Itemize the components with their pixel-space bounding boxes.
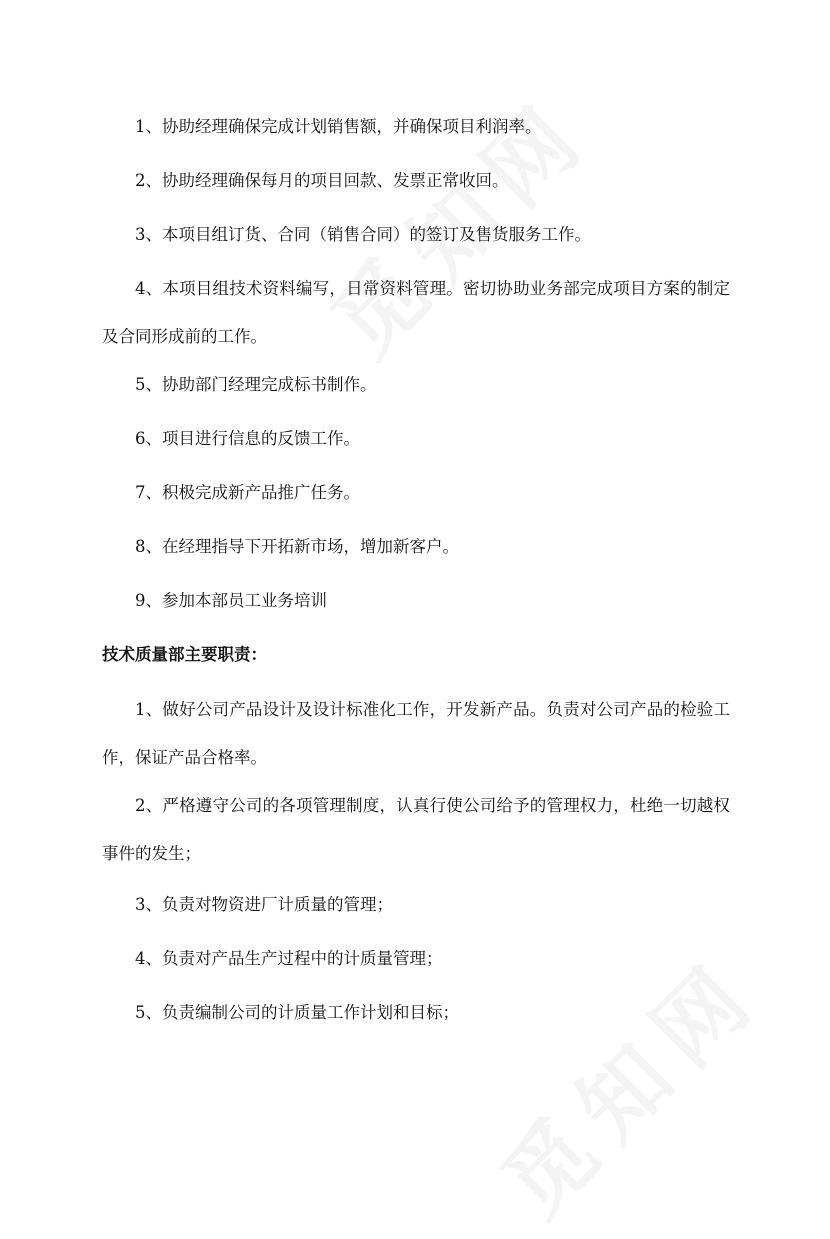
sales-item-8: 8、在经理指导下开拓新市场，增加新客户。 [135,537,459,556]
tech-item-4: 4、负责对产品生产过程中的计质量管理； [135,949,443,968]
tech-item-1: 1、做好公司产品设计及设计标准化工作，开发新产品。负责对公司产品的检验工作，保证产品合格率。 [102,700,730,767]
tech-item-2: 2、严格遵守公司的各项管理制度，认真行使公司给予的管理权力，杜绝一切越权事件的发生； [102,796,730,863]
tech-item-3: 3、负责对物资进厂计质量的管理； [135,895,393,914]
sales-item-6: 6、项目进行信息的反馈工作。 [135,429,360,448]
sales-item-9: 9、参加本部员工业务培训 [135,591,327,610]
watermark-bottom [470,925,784,1239]
sales-item-3: 3、本项目组订货、合同（销售合同）的签订及售货服务工作。 [135,225,591,244]
sales-item-4: 4、本项目组技术资料编写，日常资料管理。密切协助业务部完成项目方案的制定及合同形成前的工作。 [102,279,730,346]
sales-item-7: 7、积极完成新产品推广任务。 [135,483,360,502]
sales-item-1: 1、协助经理确保完成计划销售额，并确保项目利润率。 [135,117,542,136]
sales-item-5: 5、协助部门经理完成标书制作。 [135,375,377,394]
tech-heading: 技术质量部主要职责： [102,645,267,664]
sales-item-2: 2、协助经理确保每月的项目回款、发票正常收回。 [135,171,509,190]
tech-item-5: 5、负责编制公司的计质量工作计划和目标； [135,1003,459,1022]
